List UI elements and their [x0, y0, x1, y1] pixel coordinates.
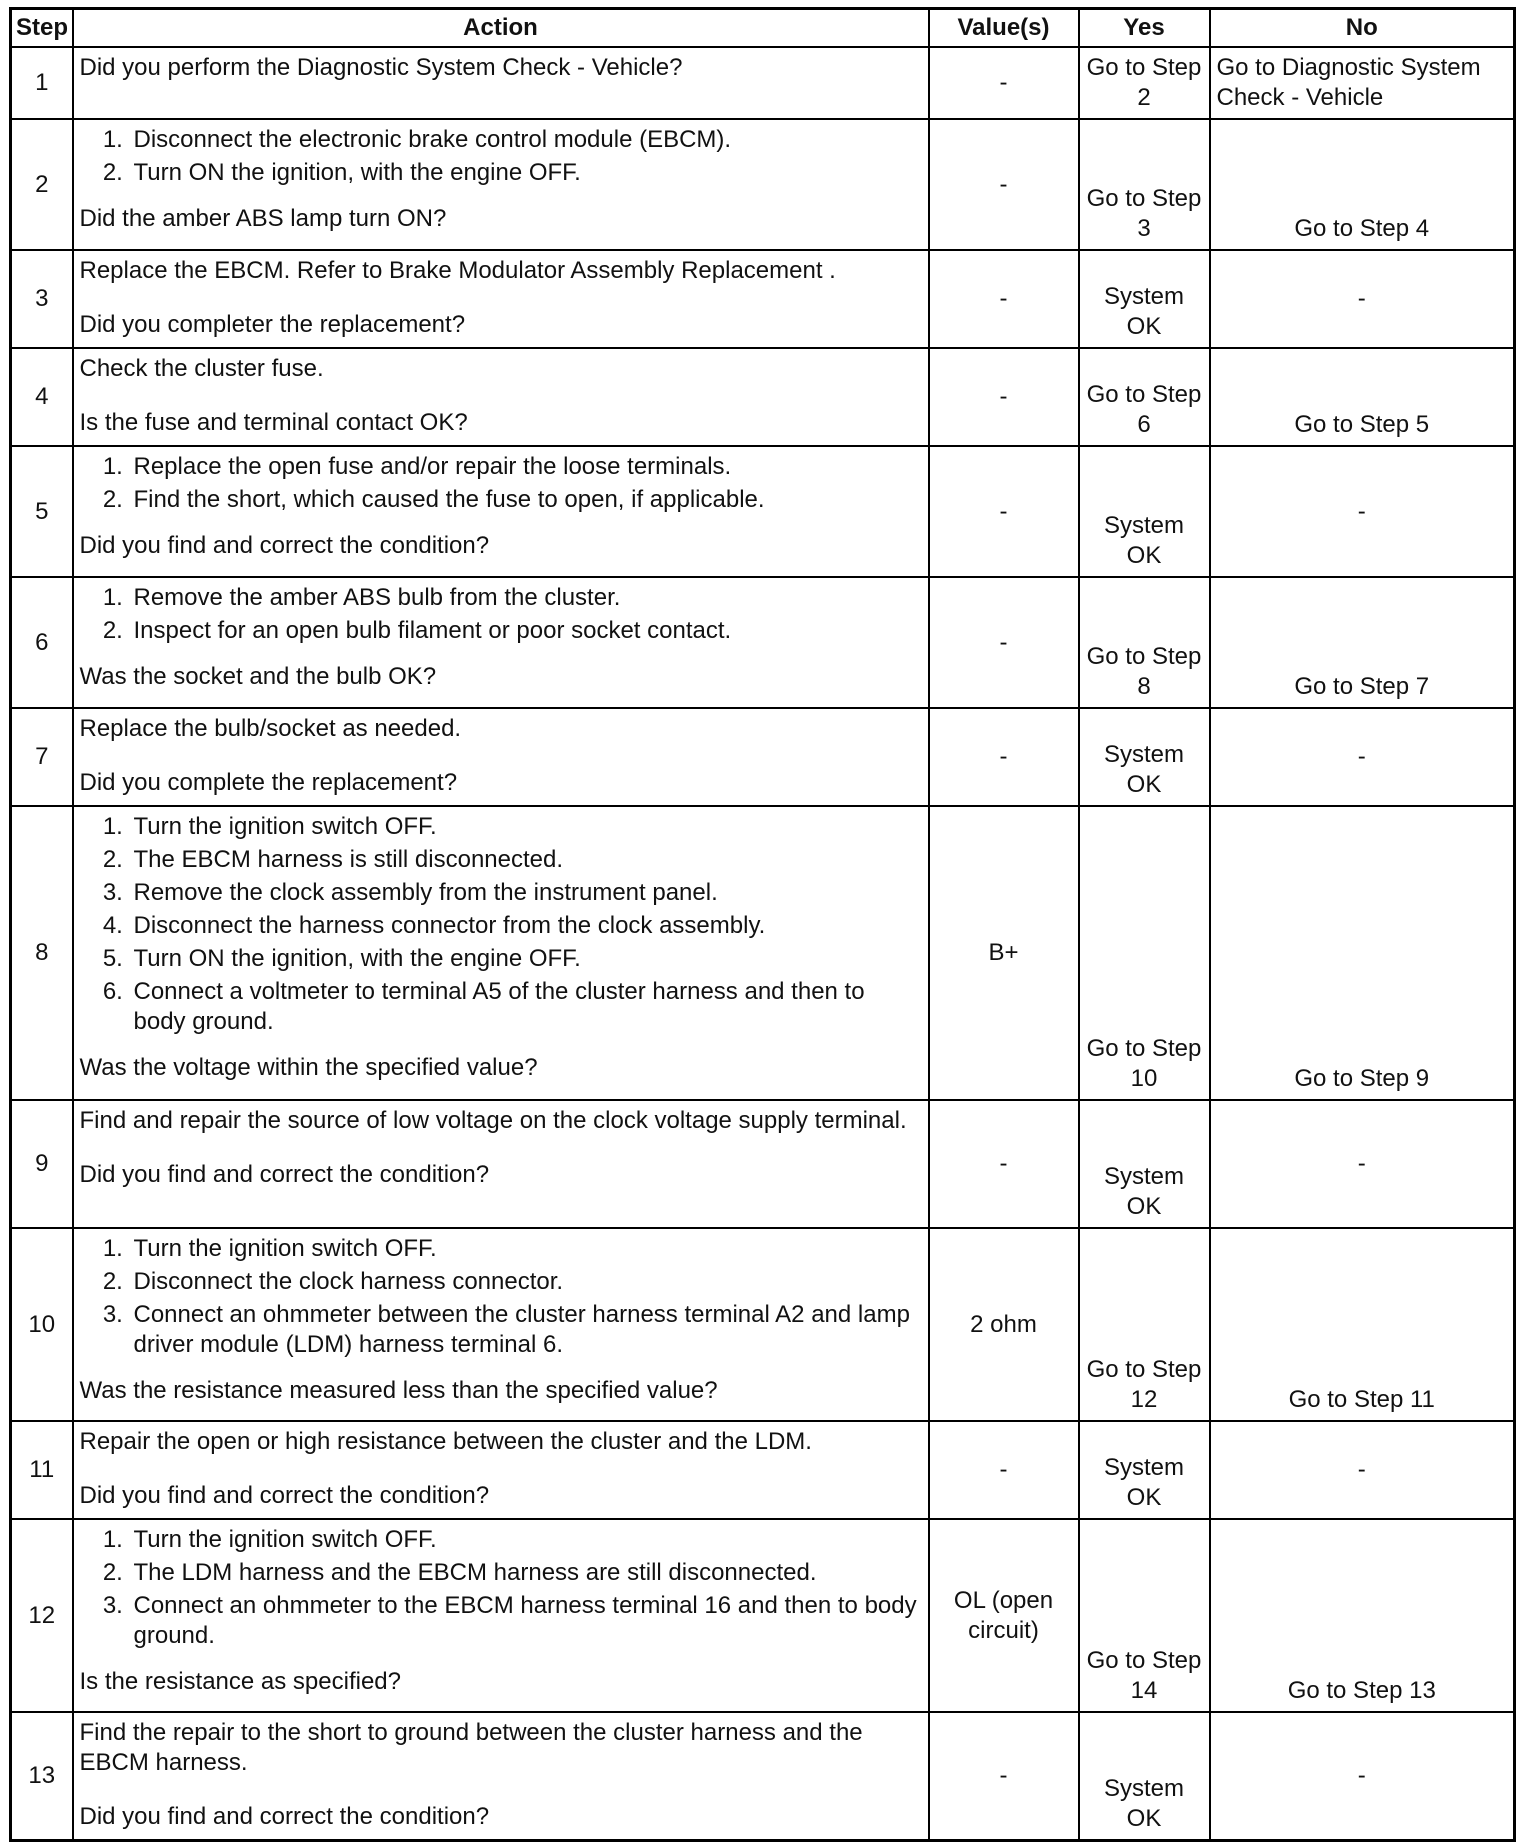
yes-cell: Go to Step 8	[1079, 577, 1210, 708]
action-question: Did you find and correct the condition?	[79, 1803, 490, 1830]
action-question: Was the voltage within the specified value?	[79, 1054, 538, 1081]
action-question: Did you find and correct the condition?	[79, 532, 490, 559]
table-row	[11, 1421, 1515, 1519]
yes-cell: Go to Step 3	[1079, 119, 1210, 250]
table-row	[11, 1519, 1515, 1712]
no-cell: Go to Step 11	[1210, 1228, 1515, 1421]
action-step-item: 2. Find the short, which caused the fuse to open, if applicable.	[130, 485, 922, 515]
action-question: Was the socket and the bulb OK?	[79, 663, 437, 690]
step-number: 9	[11, 1100, 73, 1228]
yes-cell: Go to Step 6	[1079, 348, 1210, 446]
step-number: 12	[11, 1519, 73, 1712]
action-step-item: 1. Turn the ignition switch OFF.	[130, 812, 922, 842]
yes-cell: System OK	[1079, 446, 1210, 577]
action-question: Did you completer the replacement?	[79, 311, 466, 338]
action-step-item: 1. Replace the open fuse and/or repair the loose terminals.	[130, 452, 922, 482]
action-steps-list	[80, 583, 922, 646]
action-question: Did you find and correct the condition?	[79, 1482, 490, 1509]
action-cell	[73, 1421, 929, 1519]
action-cell	[73, 47, 929, 119]
step-number: 4	[11, 348, 73, 446]
value-cell: -	[929, 348, 1079, 446]
yes-cell: System OK	[1079, 1100, 1210, 1228]
step-number: 6	[11, 577, 73, 708]
action-step-item: 1. Turn the ignition switch OFF.	[130, 1525, 922, 1555]
header-row	[11, 9, 1515, 48]
table-row	[11, 250, 1515, 348]
no-cell: -	[1210, 708, 1515, 806]
value-cell: 2 ohm	[929, 1228, 1079, 1421]
action-question: Is the fuse and terminal contact OK?	[79, 409, 468, 436]
action-step-item: 3. Connect an ohmmeter between the cluster harness terminal A2 and lamp driver module (LDM) harness terminal 6.	[130, 1300, 922, 1360]
no-cell: -	[1210, 250, 1515, 348]
header-values: Value(s)	[929, 9, 1079, 48]
action-steps-list	[80, 1525, 922, 1651]
action-step-item: 1. Turn the ignition switch OFF.	[130, 1234, 922, 1264]
value-cell: -	[929, 1421, 1079, 1519]
action-steps-list	[80, 452, 922, 515]
yes-cell: System OK	[1079, 250, 1210, 348]
step-number: 11	[11, 1421, 73, 1519]
action-cell	[73, 806, 929, 1100]
step-number: 3	[11, 250, 73, 348]
value-cell: -	[929, 1100, 1079, 1228]
table-row	[11, 446, 1515, 577]
step-number: 5	[11, 446, 73, 577]
action-cell	[73, 348, 929, 446]
action-step-item: 3. Remove the clock assembly from the instrument panel.	[130, 878, 922, 908]
action-step-item: 4. Disconnect the harness connector from the clock assembly.	[130, 911, 922, 941]
action-step-item: 2. The LDM harness and the EBCM harness are still disconnected.	[130, 1558, 922, 1588]
step-number: 2	[11, 119, 73, 250]
action-text: Find the repair to the short to ground between the cluster harness and the EBCM harness.	[79, 1719, 863, 1776]
no-cell: -	[1210, 446, 1515, 577]
yes-cell: Go to Step 14	[1079, 1519, 1210, 1712]
action-cell	[73, 1519, 929, 1712]
action-question: Did you find and correct the condition?	[79, 1161, 490, 1188]
table-row	[11, 348, 1515, 446]
action-step-item: 2. Turn ON the ignition, with the engine OFF.	[130, 158, 922, 188]
value-cell: -	[929, 1712, 1079, 1840]
table-row	[11, 47, 1515, 119]
action-cell	[73, 1712, 929, 1840]
table-row	[11, 1228, 1515, 1421]
step-number: 8	[11, 806, 73, 1100]
action-cell	[73, 1228, 929, 1421]
value-cell: OL (open circuit)	[929, 1519, 1079, 1712]
action-cell	[73, 577, 929, 708]
yes-cell: Go to Step 10	[1079, 806, 1210, 1100]
yes-cell: System OK	[1079, 1712, 1210, 1840]
action-step-item: 2. Inspect for an open bulb filament or poor socket contact.	[130, 616, 922, 646]
value-cell: -	[929, 47, 1079, 119]
action-question: Did you perform the Diagnostic System Check - Vehicle?	[79, 54, 683, 81]
action-step-item: 3. Connect an ohmmeter to the EBCM harness terminal 16 and then to body ground.	[130, 1591, 922, 1651]
action-step-item: 1. Remove the amber ABS bulb from the cluster.	[130, 583, 922, 613]
no-cell: Go to Step 7	[1210, 577, 1515, 708]
action-steps-list	[80, 812, 922, 1037]
header-yes: Yes	[1079, 9, 1210, 48]
action-question: Was the resistance measured less than the specified value?	[79, 1377, 718, 1404]
step-number: 10	[11, 1228, 73, 1421]
no-cell: Go to Step 13	[1210, 1519, 1515, 1712]
action-cell	[73, 119, 929, 250]
action-steps-list	[80, 125, 922, 188]
yes-cell: System OK	[1079, 708, 1210, 806]
no-cell: -	[1210, 1712, 1515, 1840]
action-cell	[73, 446, 929, 577]
no-cell: Go to Step 5	[1210, 348, 1515, 446]
action-text: Check the cluster fuse.	[79, 355, 324, 382]
value-cell: B+	[929, 806, 1079, 1100]
no-cell: Go to Step 4	[1210, 119, 1515, 250]
step-number: 7	[11, 708, 73, 806]
action-step-item: 5. Turn ON the ignition, with the engine OFF.	[130, 944, 922, 974]
table-row	[11, 1100, 1515, 1228]
action-step-item: 1. Disconnect the electronic brake control module (EBCM).	[130, 125, 922, 155]
header-no: No	[1210, 9, 1515, 48]
yes-cell: Go to Step 12	[1079, 1228, 1210, 1421]
value-cell: -	[929, 577, 1079, 708]
yes-cell: Go to Step 2	[1079, 47, 1210, 119]
value-cell: -	[929, 708, 1079, 806]
step-number: 1	[11, 47, 73, 119]
action-text: Replace the EBCM. Refer to Brake Modulator Assembly Replacement .	[79, 257, 836, 284]
header-step: Step	[11, 9, 73, 48]
action-text: Replace the bulb/socket as needed.	[79, 715, 462, 742]
header-action: Action	[73, 9, 929, 48]
no-cell: -	[1210, 1421, 1515, 1519]
table-row	[11, 1712, 1515, 1840]
table-row	[11, 577, 1515, 708]
action-text: Repair the open or high resistance between the cluster and the LDM.	[79, 1428, 812, 1455]
yes-cell: System OK	[1079, 1421, 1210, 1519]
no-cell: Go to Diagnostic System Check - Vehicle	[1210, 47, 1515, 119]
table-row	[11, 119, 1515, 250]
diagnostic-table-container	[9, 7, 1516, 1842]
table-row	[11, 806, 1515, 1100]
action-step-item: 2. The EBCM harness is still disconnected.	[130, 845, 922, 875]
action-text: Find and repair the source of low voltage on the clock voltage supply terminal.	[79, 1107, 907, 1134]
action-question: Did you complete the replacement?	[79, 769, 458, 796]
action-step-item: 6. Connect a voltmeter to terminal A5 of the cluster harness and then to body ground.	[130, 977, 922, 1037]
action-cell	[73, 708, 929, 806]
diagnostic-table	[9, 7, 1516, 1842]
value-cell: -	[929, 119, 1079, 250]
action-step-item: 2. Disconnect the clock harness connector.	[130, 1267, 922, 1297]
action-steps-list	[80, 1234, 922, 1360]
action-cell	[73, 250, 929, 348]
action-cell	[73, 1100, 929, 1228]
no-cell: -	[1210, 1100, 1515, 1228]
value-cell: -	[929, 446, 1079, 577]
value-cell: -	[929, 250, 1079, 348]
action-question: Did the amber ABS lamp turn ON?	[79, 205, 447, 232]
step-number: 13	[11, 1712, 73, 1840]
no-cell: Go to Step 9	[1210, 806, 1515, 1100]
action-question: Is the resistance as specified?	[79, 1668, 402, 1695]
table-row	[11, 708, 1515, 806]
